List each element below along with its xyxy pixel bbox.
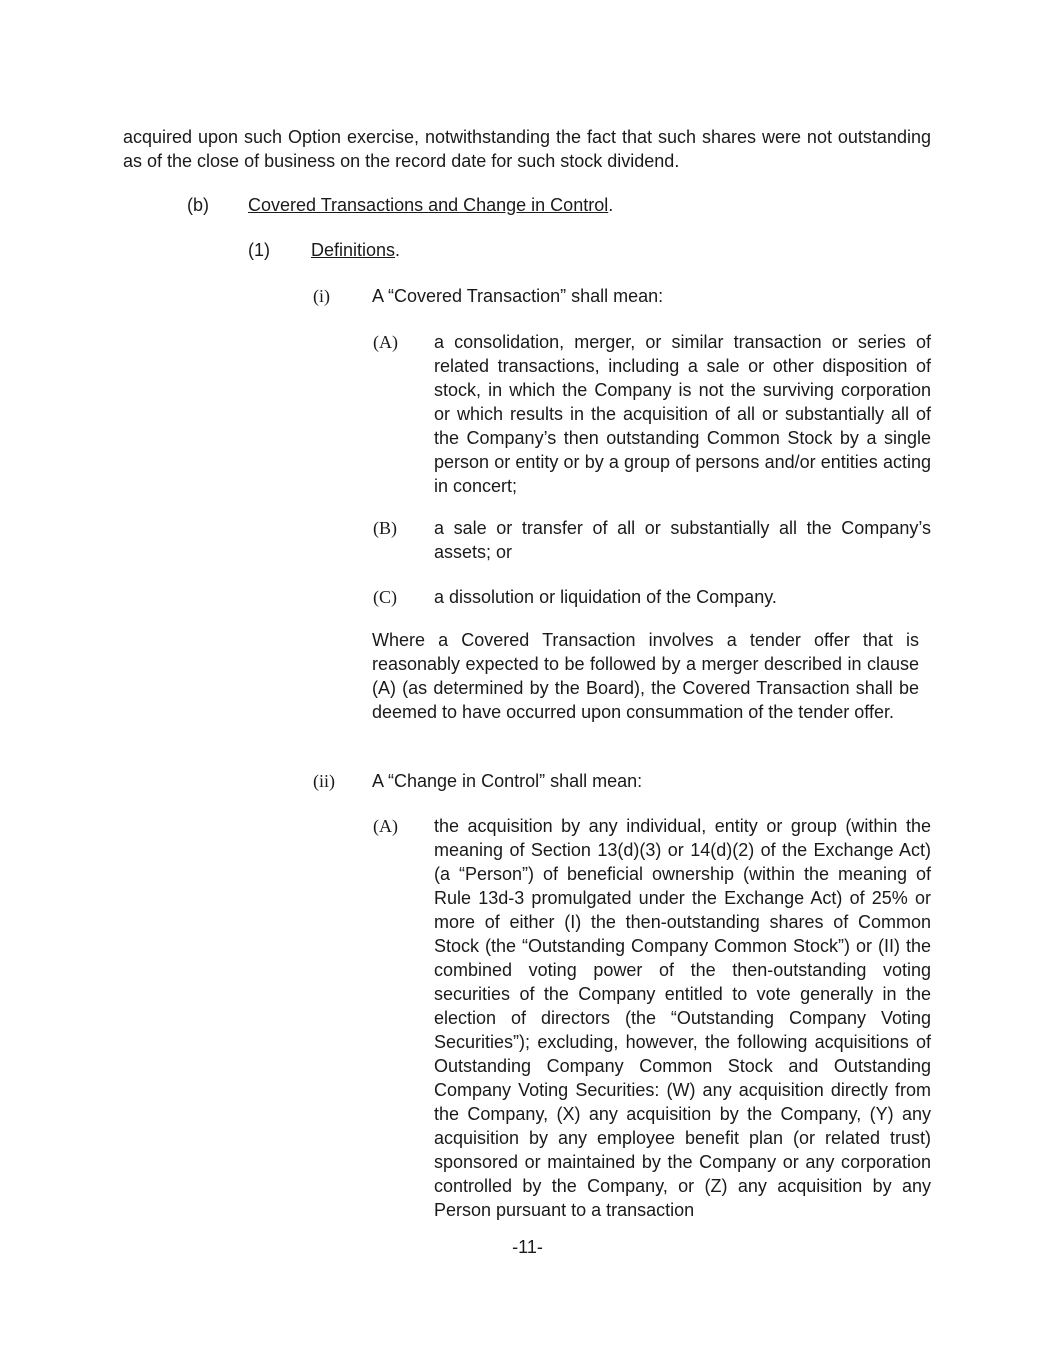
item-i-c-label: (C) (373, 587, 397, 607)
section-1-label: (1) (248, 240, 270, 260)
item-ii-a-text: the acquisition by any individual, entity or group (within the meaning of Section 13(d)(3) or 14(d)(2) of the Exchange Act) (a “Person”) of beneficial ownership (within the meaning of Rule 13d-3 promulgated under the Exchange Act) of 25% or more of either (I) the then-outstanding shares of Common Stock (the “Outstanding Company Common Stock”) or (II) the combined voting power of the then-outstanding voting securities of the Company entitled to vote generally in the election of directors (the “Outstanding Company Voting Securities”); excluding, however, the following acquisitions of Outstanding Company Common Stock and Outstanding Company Voting Securities: (W) any acquisition directly from the Company, (X) any acquisition by the Company, (Y) any acquisition by any employee benefit plan (or related trust) sponsored or maintained by the Company or any corporation controlled by the Company, or (Z) any acquisition by any Person pursuant to a transaction (434, 816, 931, 1220)
item-i-b-label: (B) (373, 518, 397, 538)
item-i-label: (i) (313, 286, 330, 306)
page-number: -11- (512, 1237, 543, 1257)
section-b-label: (b) (187, 195, 209, 215)
section-b-heading-text: Covered Transactions and Change in Control (248, 195, 609, 215)
item-i-c-text: a dissolution or liquidation of the Company. (434, 587, 777, 607)
intro-paragraph: acquired upon such Option exercise, notwithstanding the fact that such shares were not outstanding as of the close of business on the record date for such stock dividend. (123, 127, 931, 171)
item-i-text: A “Covered Transaction” shall mean: (372, 286, 664, 306)
section-b-heading-end: . (608, 195, 614, 215)
section-1-heading-end: . (395, 240, 401, 260)
item-ii-text: A “Change in Control” shall mean: (372, 771, 643, 791)
item-i-a-text: a consolidation, merger, or similar transaction or series of related transactions, including a sale or other disposition of stock, in which the Company is not the surviving corporation or which results in the acquisition of all or substantially all of the Company’s then outstanding Common Stock by a single person or entity or by a group of persons and/or entities acting in concert; (434, 332, 931, 496)
item-i-b-text: a sale or transfer of all or substantially all the Company’s assets; or (434, 518, 931, 562)
item-i-a-label: (A) (373, 332, 398, 352)
section-1-heading-text: Definitions (311, 240, 396, 260)
section-1-heading (311, 238, 400, 262)
section-b-heading (248, 193, 613, 217)
item-ii-label: (ii) (313, 771, 335, 791)
item-ii-a-label: (A) (373, 816, 398, 836)
covered-transaction-note: Where a Covered Transaction involves a tender offer that is reasonably expected to be followed by a merger described in clause (A) (as determined by the Board), the Covered Transaction shall be deemed to have occurred upon consummation of the tender offer. (372, 630, 919, 722)
